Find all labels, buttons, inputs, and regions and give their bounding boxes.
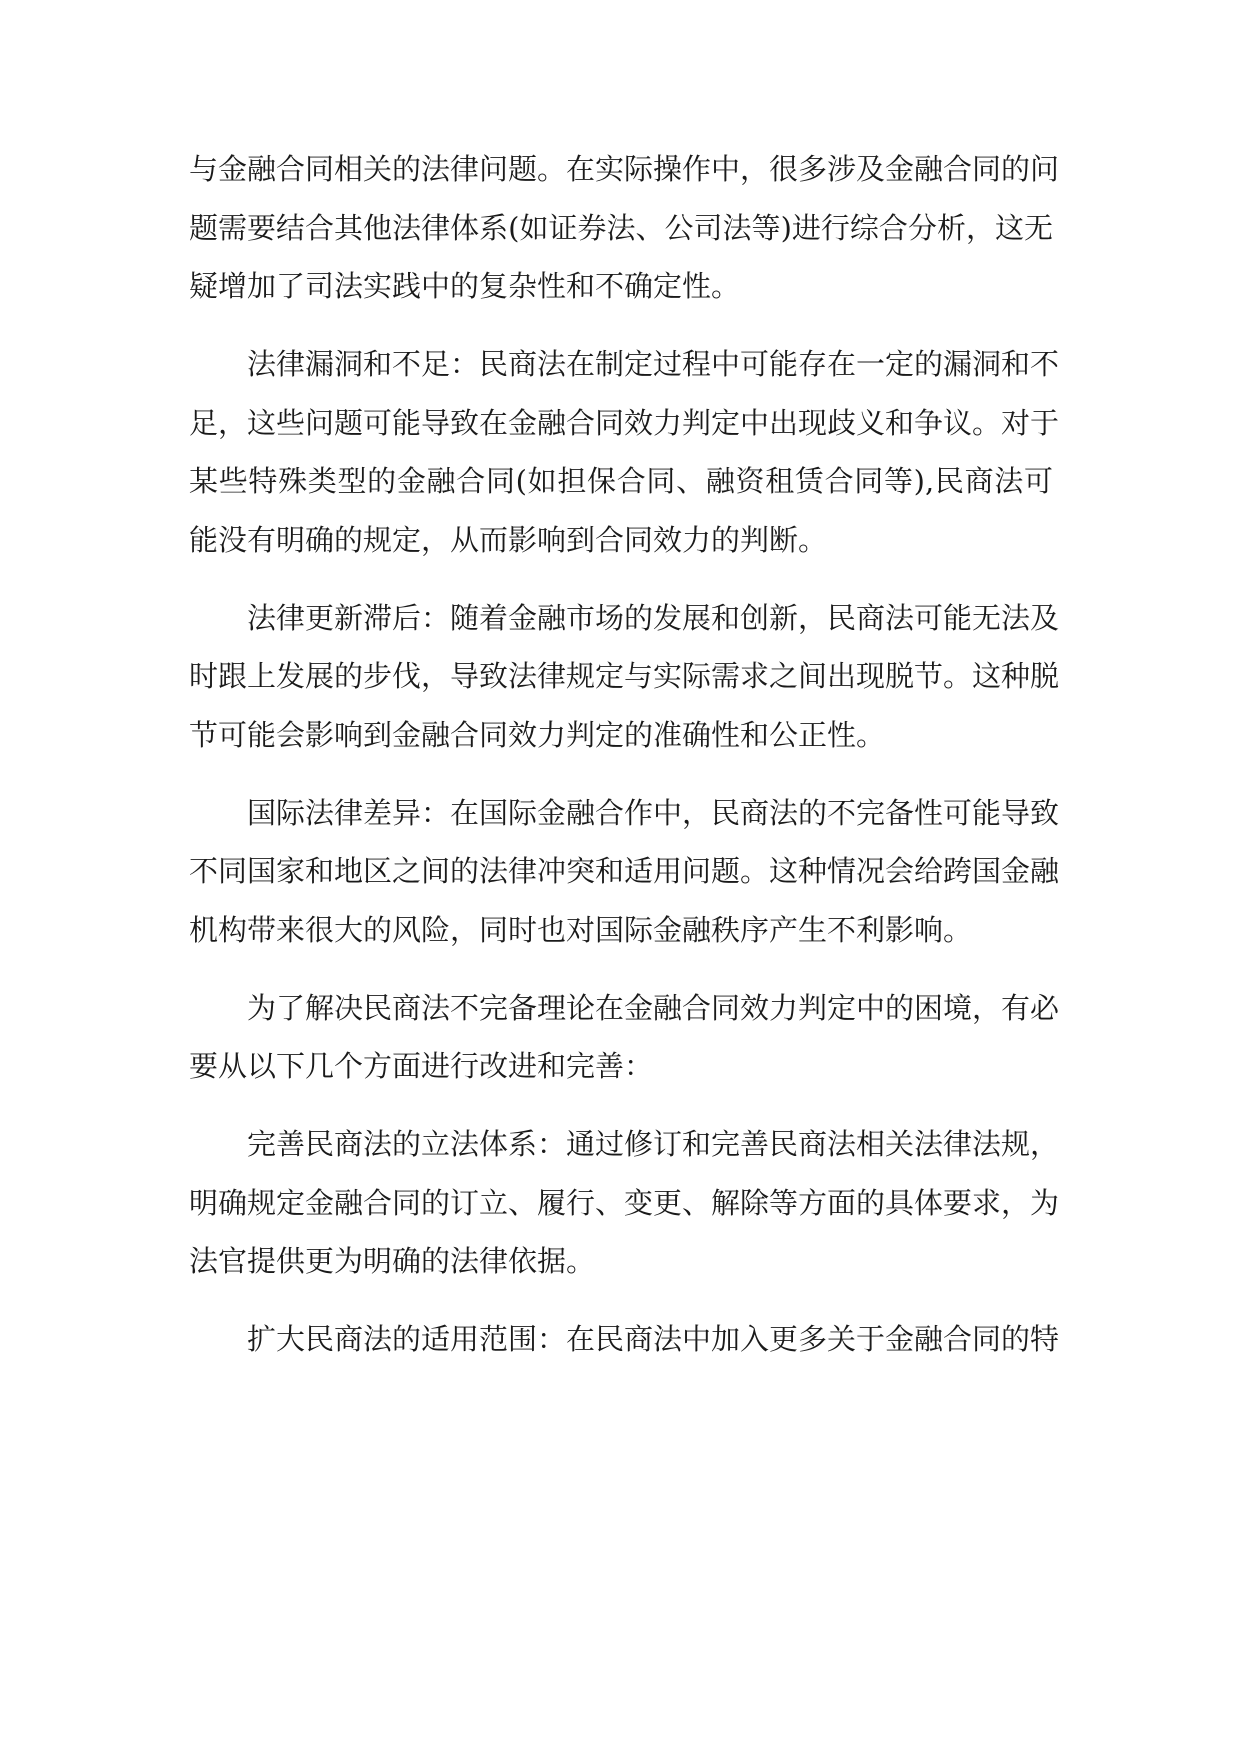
- paragraph-line: 国际法律差异：在国际金融合作中，民商法的不完备性可能导致: [247, 795, 1060, 830]
- paragraph-line: 明确规定金融合同的订立、履行、变更、解除等方面的具体要求，为: [189, 1185, 1060, 1220]
- paragraph-gap: [189, 1096, 1053, 1116]
- paragraph-gap: [189, 1291, 1053, 1311]
- paragraph-line: 时跟上发展的步伐，导致法律规定与实际需求之间出现脱节。这种脱: [189, 659, 1060, 693]
- paragraph-gap: [189, 316, 1053, 336]
- body-text: [189, 140, 1060, 1369]
- paragraph-gap: [189, 959, 1053, 979]
- paragraph-line: 某些特殊类型的金融合同(如担保合同、融资租赁合同等),民商法可: [189, 464, 1053, 498]
- paragraph-line: 与金融合同相关的法律问题。在实际操作中，很多涉及金融合同的问: [189, 152, 1060, 186]
- paragraph-line: 法律漏洞和不足：民商法在制定过程中可能存在一定的漏洞和不: [247, 347, 1060, 381]
- paragraph-line: 扩大民商法的适用范围：在民商法中加入更多关于金融合同的特: [247, 1322, 1060, 1356]
- paragraph-line: 完善民商法的立法体系：通过修订和完善民商法相关法律法规，: [247, 1127, 1060, 1161]
- paragraph-line: 能没有明确的规定，从而影响到合同效力的判断。: [189, 522, 828, 557]
- paragraph-line: 法官提供更为明确的法律依据。: [189, 1244, 596, 1278]
- paragraph-line: 疑增加了司法实践中的复杂性和不确定性。: [189, 269, 741, 303]
- paragraph-line: 法律更新滞后：随着金融市场的发展和创新，民商法可能无法及: [247, 600, 1060, 635]
- paragraph-line: 要从以下几个方面进行改进和完善：: [189, 1049, 654, 1083]
- paragraph-line: 机构带来很大的风险，同时也对国际金融秩序产生不利影响。: [189, 912, 973, 947]
- paragraph-line: 节可能会影响到金融合同效力判定的准确性和公正性。: [189, 717, 886, 752]
- paragraph-line: 足，这些问题可能导致在金融合同效力判定中出现歧义和争议。对于: [189, 405, 1060, 440]
- paragraph-gap: [189, 569, 1053, 589]
- paragraph-line: 为了解决民商法不完备理论在金融合同效力判定中的困境，有必: [247, 990, 1060, 1025]
- paragraph-line: 不同国家和地区之间的法律冲突和适用问题。这种情况会给跨国金融: [189, 854, 1060, 888]
- paragraph-gap: [189, 764, 1053, 784]
- paragraph-line: 题需要结合其他法律体系(如证券法、公司法等)进行综合分析，这无: [189, 210, 1053, 245]
